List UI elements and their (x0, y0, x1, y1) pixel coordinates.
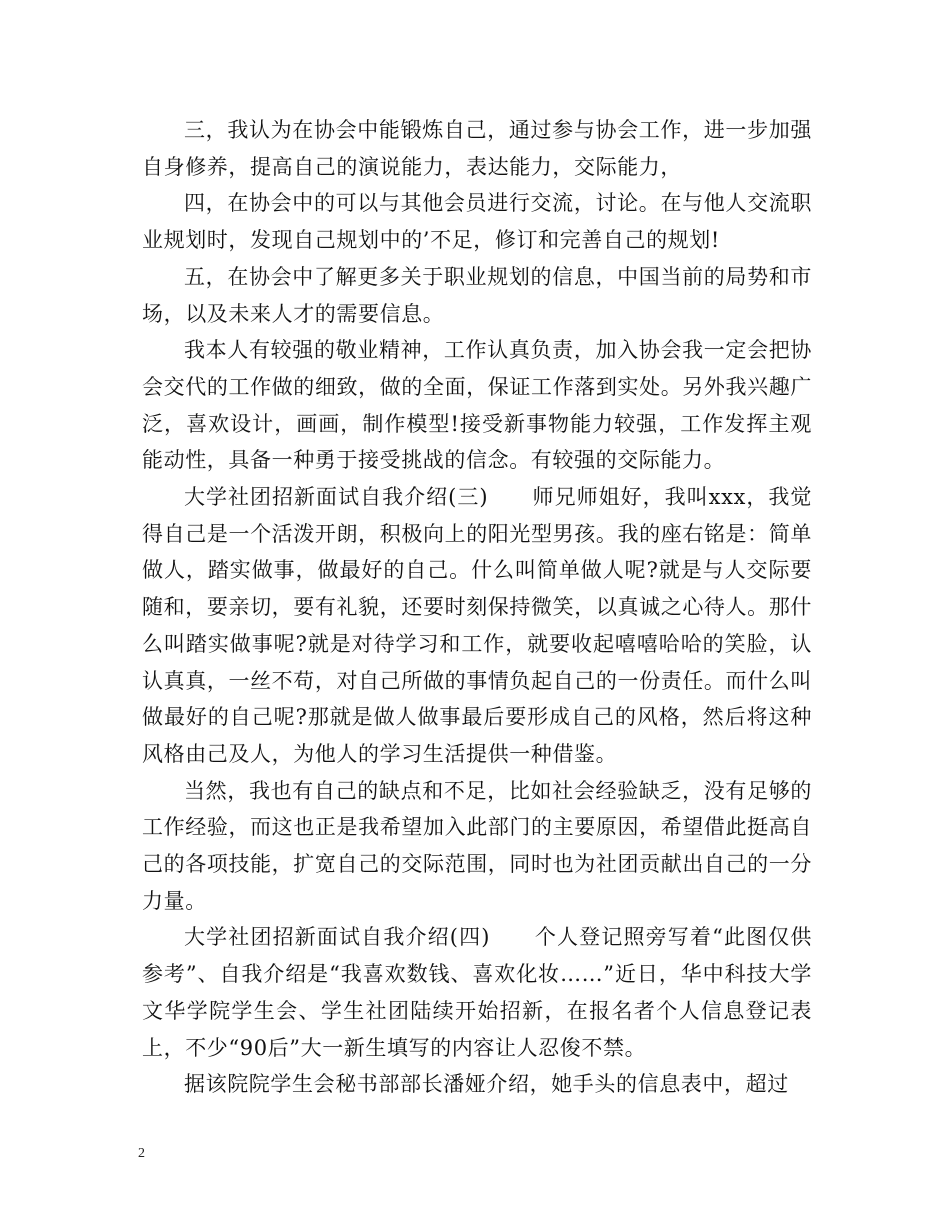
paragraph-8: 据该院院学生会秘书部部长潘娅介绍，她手头的信息表中，超过 (184, 1072, 789, 1097)
paragraph-7: 大学社团招新面试自我介绍(四) 个人登记照旁写着“此图仅供参考”、自我介绍是“我喜欢数钱、喜欢化妆……”近日，华中科技大学文华学院学生会、学生社团陆续开始招新，在报名者个人信息登记表上，不少“90后”大一新生填写的内容让人忍俊不禁。 (142, 925, 812, 1060)
paragraph-5: 大学社团招新面试自我介绍(三) 师兄师姐好，我叫xxx，我觉得自己是一个活泼开朗，积极向上的阳光型男孩。我的座右铭是：简单做人，踏实做事，做最好的自己。什么叫简单做人呢?就是与人交际要随和，要亲切，要有礼貌，还要时刻保持微笑，以真诚之心待人。那什么叫踏实做事呢?就是对待学习和工作，就要收起嘻嘻哈哈的笑脸，认认真真，一丝不苟，对自己所做的事情负起自己的一份责任。而什么叫做最好的自己呢?那就是做人做事最后要形成自己的风格，然后将这种风格由己及人，为他人的学习生活提供一种借鉴。 (142, 485, 812, 766)
paragraph-4: 我本人有较强的敬业精神，工作认真负责，加入协会我一定会把协会交代的工作做的细致，做的全面，保证工作落到实处。另外我兴趣广泛，喜欢设计，画画，制作模型!接受新事物能力较强，工作发挥主观能动性，具备一种勇于接受挑战的信念。有较强的交际能力。 (142, 338, 812, 473)
paragraph-1: 三，我认为在协会中能锻炼自己，通过参与协会工作，进一步加强自身修养，提高自己的演说能力，表达能力，交际能力， (142, 118, 812, 179)
paragraph-3: 五，在协会中了解更多关于职业规划的信息，中国当前的局势和市场，以及未来人才的需要信息。 (142, 264, 812, 326)
paragraph-6: 当然，我也有自己的缺点和不足，比如社会经验缺乏，没有足够的工作经验，而这也正是我希望加入此部门的主要原因，希望借此挺高自己的各项技能，扩宽自己的交际范围，同时也为社团贡献出自己的一分力量。 (142, 778, 812, 913)
document-body (142, 112, 812, 1103)
paragraph-2: 四，在协会中的可以与其他会员进行交流，讨论。在与他人交流职业规划时，发现自己规划中的’不足，修订和完善自己的规划! (142, 191, 812, 253)
page-number: 2 (138, 1146, 145, 1161)
